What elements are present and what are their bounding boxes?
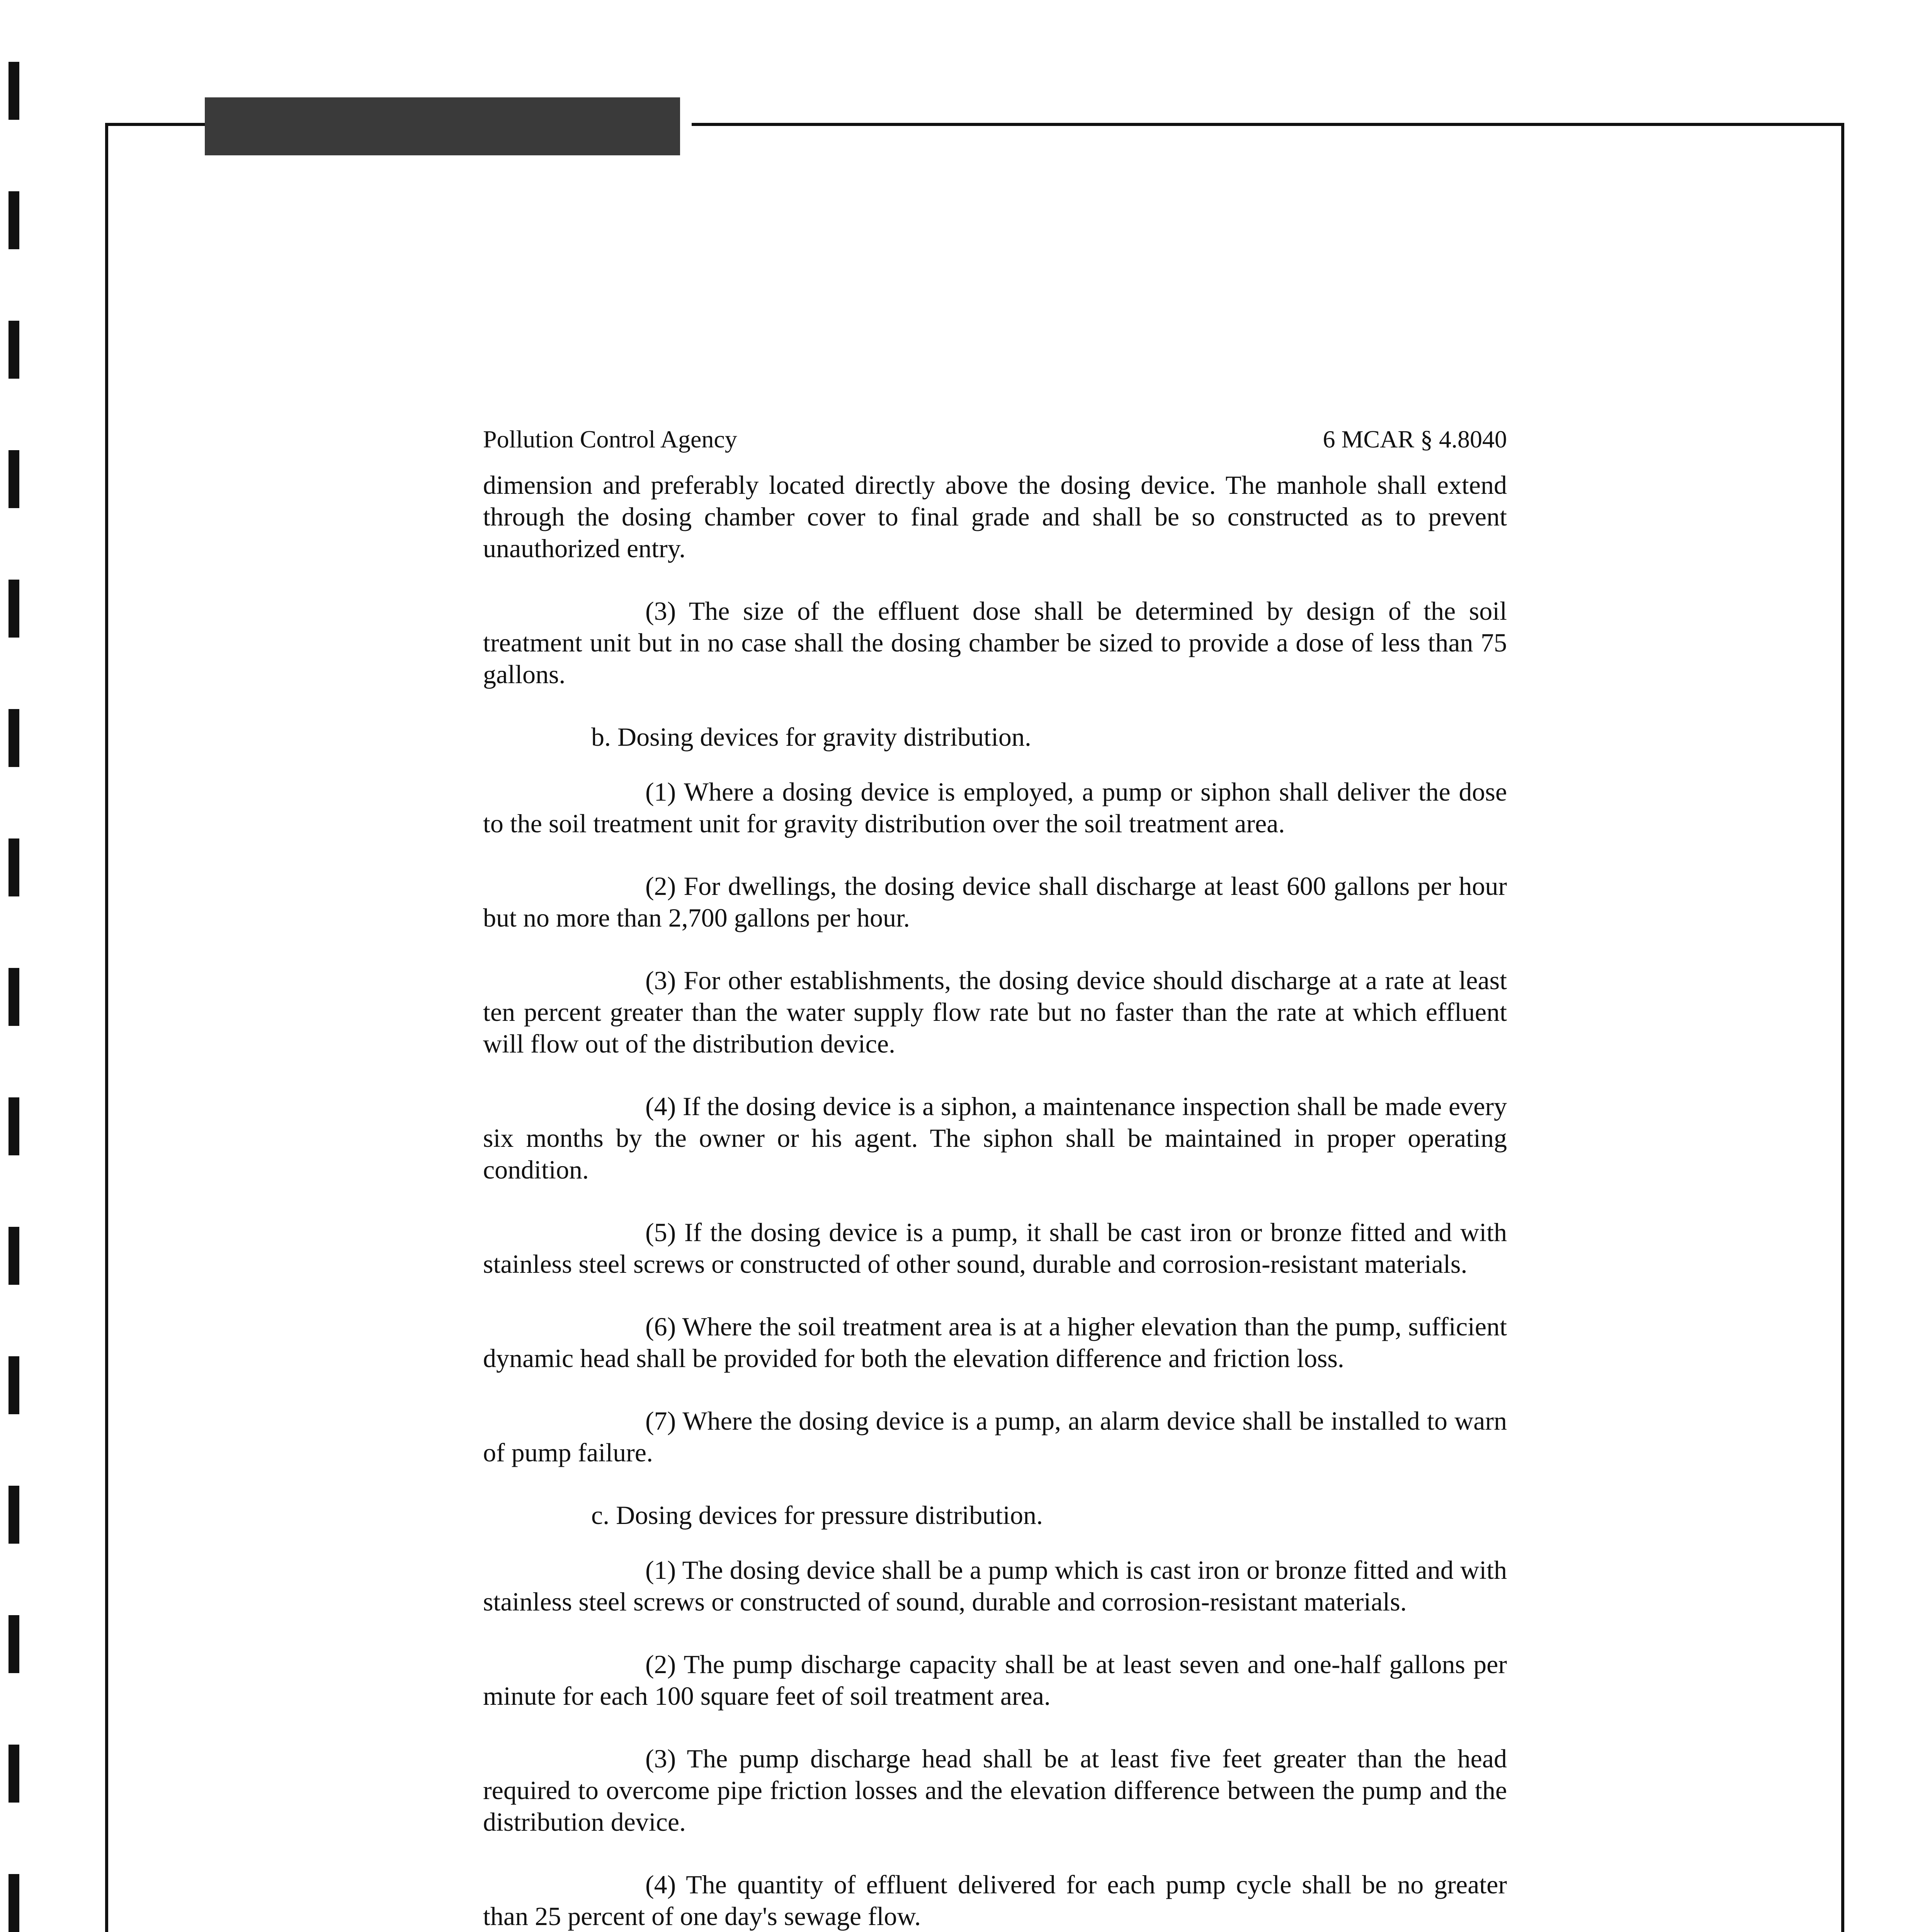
- binder-mark: [9, 450, 19, 508]
- frame-left: [105, 123, 108, 1932]
- frame-right: [1841, 123, 1844, 1932]
- binder-mark: [9, 1874, 19, 1932]
- binder-mark: [9, 1745, 19, 1803]
- paragraph: (7) Where the dosing device is a pump, an alarm device shall be installed to warn of pump failure.: [483, 1406, 1507, 1467]
- frame-top-left: [105, 123, 205, 126]
- binder-mark: [9, 1615, 19, 1673]
- paragraph: dimension and preferably located directly above the dosing device. The manhole shall extend through the dosing chamber cover to final grade and shall be so constructed as to prevent unauthorized entry.: [483, 470, 1507, 563]
- running-head-right: 6 MCAR § 4.8040: [1323, 425, 1507, 453]
- binder-mark: [9, 62, 19, 120]
- subheading: c. Dosing devices for pressure distribution.: [591, 1500, 1043, 1530]
- paragraph: (3) For other establishments, the dosing device should discharge at a rate at least ten percent greater than the water supply flow rate but no faster than the rate at which effluent will flow out of the distribution device.: [483, 966, 1507, 1058]
- binder-mark: [9, 1227, 19, 1285]
- header-bar: [205, 97, 680, 155]
- binder-mark: [9, 838, 19, 896]
- binder-mark: [9, 709, 19, 767]
- running-head-left: Pollution Control Agency: [483, 425, 737, 453]
- paragraph: (1) Where a dosing device is employed, a pump or siphon shall deliver the dose to the soil treatment unit for gravity distribution over the soil treatment area.: [483, 777, 1507, 838]
- binder-mark: [9, 580, 19, 638]
- paragraph: (1) The dosing device shall be a pump which is cast iron or bronze fitted and with stainless steel screws or constructed of sound, durable and corrosion-resistant materials.: [483, 1555, 1507, 1616]
- paragraph: (3) The pump discharge head shall be at least five feet greater than the head required to overcome pipe friction losses and the elevation difference between the pump and the distribution device.: [483, 1744, 1507, 1837]
- binder-mark: [9, 1486, 19, 1544]
- paragraph: (5) If the dosing device is a pump, it shall be cast iron or bronze fitted and with stainless steel screws or constructed of other sound, durable and corrosion-resistant materials.: [483, 1218, 1507, 1279]
- subheading: b. Dosing devices for gravity distribution.: [591, 722, 1031, 752]
- running-head: [483, 425, 1507, 454]
- page-content: [483, 425, 1507, 1932]
- binder-mark: [9, 1097, 19, 1155]
- binder-mark: [9, 321, 19, 379]
- frame-top-right: [692, 123, 1844, 126]
- paragraph: (4) If the dosing device is a siphon, a maintenance inspection shall be made every six months by the owner or his agent. The siphon shall be maintained in proper operating condition.: [483, 1092, 1507, 1184]
- paragraph: (3) The size of the effluent dose shall be determined by design of the soil treatment unit but in no case shall the dosing chamber be sized to provide a dose of less than 75 gallons.: [483, 596, 1507, 689]
- binder-mark: [9, 1356, 19, 1414]
- binder-mark: [9, 968, 19, 1026]
- paragraph: (4) The quantity of effluent delivered for each pump cycle shall be no greater than 25 percent of one day's sewage flow.: [483, 1870, 1507, 1931]
- paragraph: (6) Where the soil treatment area is at a higher elevation than the pump, sufficient dynamic head shall be provided for both the elevation difference and friction loss.: [483, 1312, 1507, 1373]
- paragraph: (2) The pump discharge capacity shall be at least seven and one-half gallons per minute for each 100 square feet of soil treatment area.: [483, 1650, 1507, 1711]
- paragraph: (2) For dwellings, the dosing device shall discharge at least 600 gallons per hour but no more than 2,700 gallons per hour.: [483, 871, 1507, 932]
- binder-mark: [9, 191, 19, 249]
